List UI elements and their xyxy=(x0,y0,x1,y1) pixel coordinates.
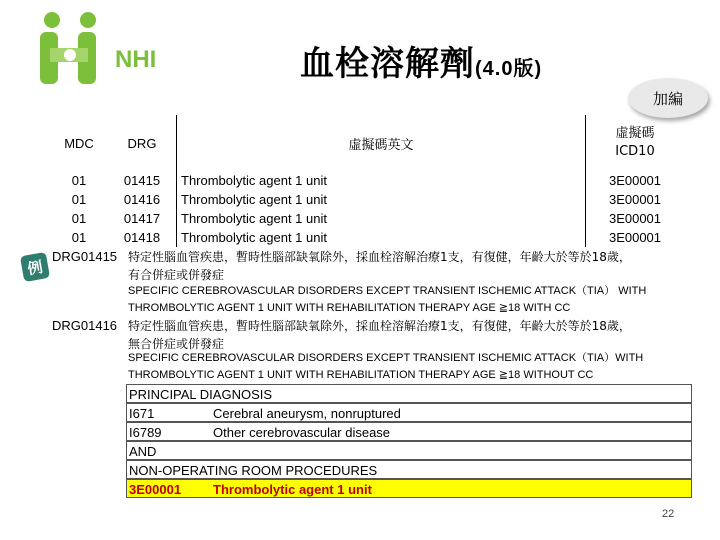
example-drg-code: DRG01415 xyxy=(52,249,118,264)
diagnosis-name: Cerebral aneurysm, nonruptured xyxy=(213,406,401,421)
example-desc-zh xyxy=(128,248,713,284)
page-title xyxy=(300,36,542,85)
desc-en-line2: THROMBOLYTIC AGENT 1 UNIT WITH REHABILITATION THERAPY AGE ≧18 WITHOUT CC xyxy=(128,369,594,381)
cell-drg: 01418 xyxy=(123,230,161,245)
example-desc-en xyxy=(128,350,713,384)
cell-mdc: 01 xyxy=(71,192,87,207)
header-mdc: MDC xyxy=(64,135,94,151)
cell-drg: 01416 xyxy=(123,192,161,207)
table-row xyxy=(50,171,684,190)
diagnosis-code: I6789 xyxy=(129,425,162,440)
cell-code: 3E00001 xyxy=(608,230,662,245)
cell-code: 3E00001 xyxy=(608,211,662,226)
title-text: 血栓溶解劑 xyxy=(300,44,475,84)
cell-name: Thrombolytic agent 1 unit xyxy=(177,171,586,190)
procedure-name: Thrombolytic agent 1 unit xyxy=(213,482,372,497)
diagnosis-name: Other cerebrovascular disease xyxy=(213,425,391,440)
cell-mdc: 01 xyxy=(71,230,87,245)
cell-name: Thrombolytic agent 1 unit xyxy=(177,190,586,209)
desc-zh-line2: 無合併症或併發症 xyxy=(128,337,225,351)
principal-diagnosis-label: PRINCIPAL DIAGNOSIS xyxy=(126,384,692,403)
cell-drg: 01415 xyxy=(123,173,161,188)
add-badge: 加編 xyxy=(628,78,708,118)
header-virtual-code-english: 虛擬碼英文 xyxy=(177,115,586,171)
header-virtual-code xyxy=(586,115,685,171)
and-operator: AND xyxy=(126,441,692,460)
desc-en-line1: SPECIFIC CEREBROVASCULAR DISORDERS EXCEPT TRANSIENT ISCHEMIC ATTACK（TIA）WITH xyxy=(128,352,644,364)
desc-zh-line1: 特定性腦血管疾患，暫時性腦部缺氧除外，採血栓溶解治療1支，有復健，年齡大於等於18歲， xyxy=(128,250,631,264)
cell-name: Thrombolytic agent 1 unit xyxy=(177,228,586,247)
example-desc-zh xyxy=(128,317,713,353)
table-row xyxy=(50,209,684,228)
cell-drg: 01417 xyxy=(123,211,161,226)
desc-zh-line2: 有合併症或併發症 xyxy=(128,268,225,282)
page-number: 22 xyxy=(662,508,675,520)
desc-zh-line1: 特定性腦血管疾患，暫時性腦部缺氧除外，採血栓溶解治療1支，有復健，年齡大於等於18歲， xyxy=(128,319,631,333)
header-virtual-code-label: 虛擬碼 xyxy=(615,126,655,141)
header-drg: DRG xyxy=(127,135,157,151)
cell-code: 3E00001 xyxy=(608,173,662,188)
header-icd10-label: ICD10 xyxy=(615,144,655,159)
example-desc-en xyxy=(128,283,713,317)
nhi-logo xyxy=(30,10,170,88)
cell-mdc: 01 xyxy=(71,211,87,226)
procedures-label: NON-OPERATING ROOM PROCEDURES xyxy=(126,460,692,479)
procedure-code: 3E00001 xyxy=(129,482,182,497)
table-header-row xyxy=(50,115,684,171)
diagnosis-row xyxy=(126,422,692,441)
table-row xyxy=(50,190,684,209)
procedure-row-highlighted xyxy=(126,479,692,498)
code-table xyxy=(50,115,684,247)
cell-code: 3E00001 xyxy=(608,192,662,207)
desc-en-line1: SPECIFIC CEREBROVASCULAR DISORDERS EXCEPT TRANSIENT ISCHEMIC ATTACK（TIA） WITH xyxy=(128,285,647,297)
desc-en-line2: THROMBOLYTIC AGENT 1 UNIT WITH REHABILITATION THERAPY AGE ≧18 WITH CC xyxy=(128,302,571,314)
cell-mdc: 01 xyxy=(71,173,87,188)
diagnosis-code: I671 xyxy=(129,406,155,421)
cell-name: Thrombolytic agent 1 unit xyxy=(177,209,586,228)
logo-text: NHI xyxy=(115,46,157,73)
example-drg-code: DRG01416 xyxy=(52,318,118,333)
diagnosis-row xyxy=(126,403,692,422)
table-row xyxy=(50,228,684,247)
title-version: (4.0版) xyxy=(475,58,543,80)
example-icon: 例 xyxy=(20,252,50,282)
